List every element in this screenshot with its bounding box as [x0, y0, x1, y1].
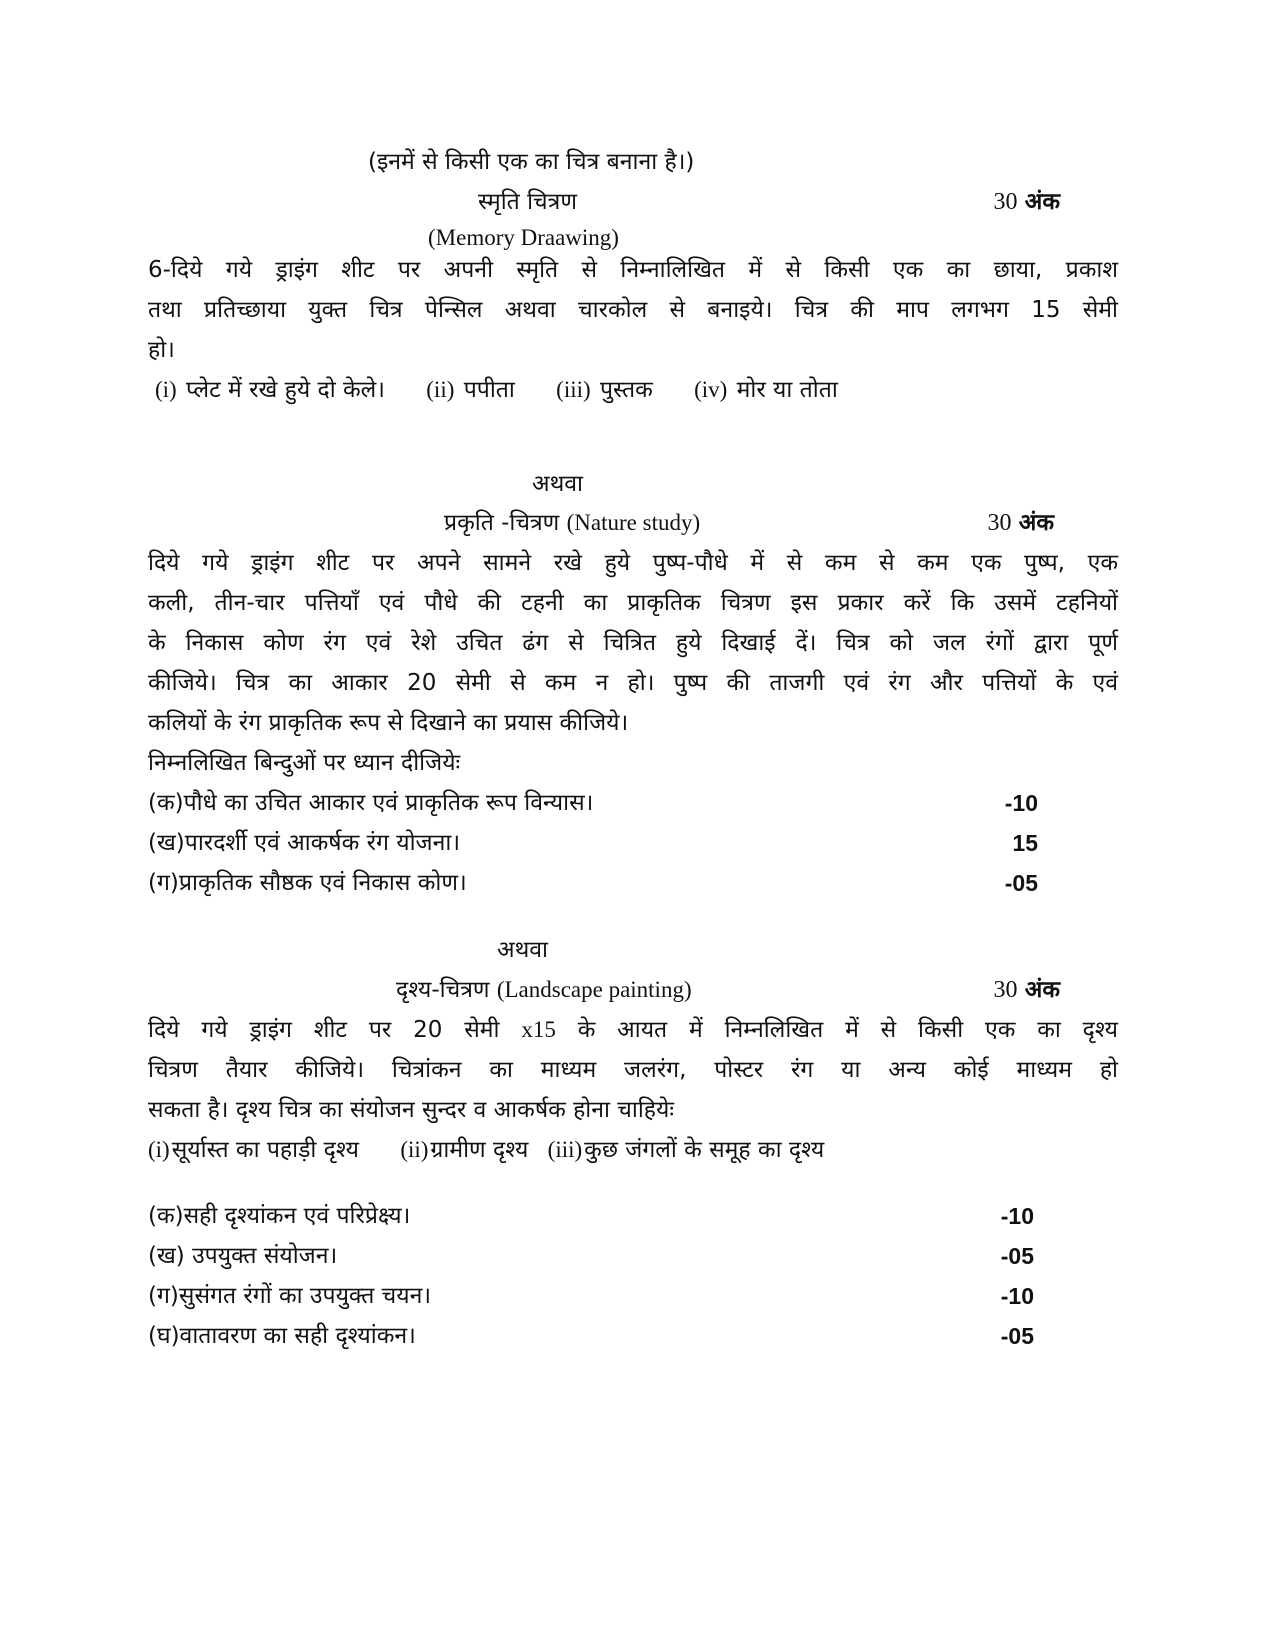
- landscape-point-row: (ग)सुसंगत रंगों का उपयुक्त चयन। -10: [148, 1283, 1034, 1309]
- landscape-title: दृश्य-चित्रण (Landscape painting): [396, 977, 692, 1003]
- nature-para-line-3: के निकास कोण रंग एवं रेशे उचित ढंग से चित्रित हुये दिखाई दें। चित्र को जल रंगों द्वारा पूर्ण: [148, 630, 1118, 656]
- nature-marks-number: 30: [987, 510, 1012, 536]
- memory-options: [155, 370, 1125, 410]
- landscape-option: (ii)ग्रामीण दृश्य: [400, 1137, 529, 1163]
- memory-marks: [993, 182, 1060, 222]
- instruction-line: [368, 142, 868, 182]
- or-label-2: अथवा: [497, 937, 549, 963]
- landscape-option: (i)सूर्यास्त का पहाड़ी दृश्य: [148, 1137, 359, 1163]
- nature-para-line-4: कीजिये। चित्र का आकार 20 सेमी से कम न हो। पुष्प की ताजगी एवं रंग और पत्तियों के एवं: [148, 670, 1118, 696]
- memory-para-line-1: 6-दिये गये ड्राइंग शीट पर अपनी स्मृति से निम्नालिखित में से किसी एक का छाया, प्रकाश: [148, 257, 1118, 283]
- nature-title-en: (Nature study): [566, 510, 701, 535]
- landscape-options: [148, 1130, 1118, 1170]
- memory-marks-word: अंक: [1024, 189, 1060, 215]
- nature-point-row: (ख)पारदर्शी एवं आकर्षक रंग योजना। 15: [148, 830, 1038, 856]
- memory-option: (i) प्लेट में रखे हुये दो केले।: [155, 377, 385, 403]
- memory-option: (iii) पुस्तक: [556, 377, 653, 403]
- or-label-1: अथवा: [532, 471, 584, 497]
- landscape-option: (iii)कुछ जंगलों के समूह का दृश्य: [547, 1137, 825, 1163]
- landscape-para-line-3: सकता है। दृश्य चित्र का संयोजन सुन्दर व आकर्षक होना चाहियेः: [148, 1097, 675, 1123]
- landscape-para-line-1: दिये गये ड्राइंग शीट पर 20 सेमी x15 के आयत में निम्नलिखित में से किसी एक का दृश्य: [148, 1017, 1119, 1043]
- landscape-marks-number: 30: [993, 977, 1018, 1003]
- landscape-marks: [993, 970, 1060, 1010]
- memory-para-line-3: हो।: [148, 337, 175, 363]
- landscape-point-row: (ख) उपयुक्त संयोजन। -05: [148, 1243, 1034, 1269]
- nature-para-line-5: कलियों के रंग प्राकृतिक रूप से दिखाने का प्रयास कीजिये।: [148, 710, 629, 736]
- landscape-marks-word: अंक: [1024, 977, 1060, 1003]
- nature-marks: [987, 503, 1054, 543]
- nature-para-line-2: कली, तीन-चार पत्तियाँ एवं पौधे की टहनी का प्राकृतिक चित्रण इस प्रकार करें कि उसमें टहनियों: [148, 590, 1118, 616]
- landscape-para-line-2: चित्रण तैयार कीजिये। चित्रांकन का माध्यम जलरंग, पोस्टर रंग या अन्य कोई माध्यम हो: [148, 1057, 1118, 1083]
- landscape-point-row: (घ)वातावरण का सही दृश्यांकन। -05: [148, 1323, 1034, 1349]
- memory-option: (iv) मोर या तोता: [694, 377, 838, 403]
- nature-point-row: (ग)प्राकृतिक सौष्ठक एवं निकास कोण। -05: [148, 870, 1038, 896]
- memory-marks-number: 30: [993, 189, 1018, 215]
- landscape-title-en: (Landscape painting): [496, 977, 692, 1002]
- memory-para-line-2: तथा प्रतिच्छाया युक्त चित्र पेन्सिल अथवा चारकोल से बनाइये। चित्र की माप लगभग 15 सेमी: [148, 297, 1118, 323]
- memory-subtitle: (Memory Draawing): [428, 225, 619, 250]
- nature-points-heading: निम्नलिखित बिन्दुओं पर ध्यान दीजियेः: [148, 750, 461, 776]
- nature-title: प्रकृति -चित्रण (Nature study): [444, 510, 701, 536]
- instruction-text: (इनमें से किसी एक का चित्र बनाना है।): [368, 149, 695, 175]
- memory-option: (ii) पपीता: [426, 377, 515, 403]
- memory-title: स्मृति चित्रण: [478, 189, 577, 215]
- nature-point-row: (क)पौधे का उचित आकार एवं प्राकृतिक रूप विन्यास। -10: [148, 790, 1038, 816]
- nature-marks-word: अंक: [1018, 510, 1054, 536]
- nature-para-line-1: दिये गये ड्राइंग शीट पर अपने सामने रखे हुये पुष्प-पौधे में से कम से कम एक पुष्प, एक: [148, 550, 1118, 576]
- landscape-point-row: (क)सही दृश्यांकन एवं परिप्रेक्ष्य। -10: [148, 1203, 1034, 1229]
